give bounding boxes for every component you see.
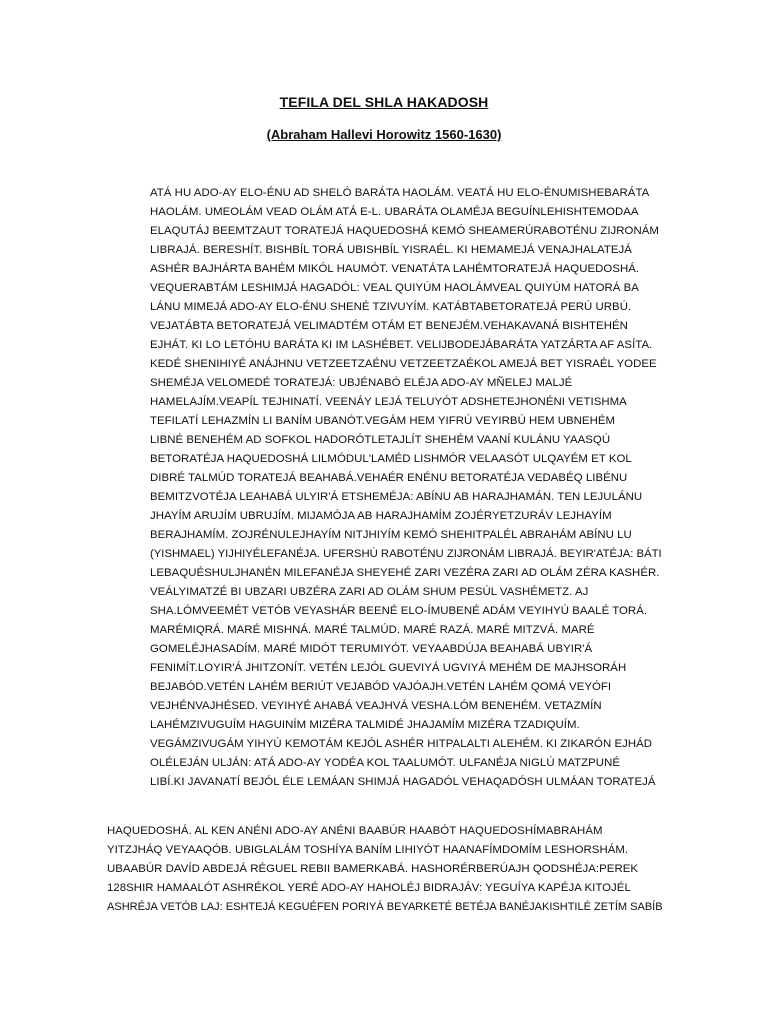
text-line: HAMELAJÍM.VEAPÍL TEJHINATÍ. VEENÁY LEJÁ TELUYÓT ADSHETEJHONÉNI VETISHMA — [150, 396, 627, 408]
text-line: LIBNÉ BENEHÉM AD SOFKOL HADORÓTLETAJLÍT SHEHÉM VAANÍ KULÁNU YAASQÚ — [150, 434, 611, 446]
text-line: BEJABÓD.VETÉN LAHÉM BERIÚT VEJABÓD VAJÓAJH.VETÉN LAHÉM QOMÁ VEYÓFI — [150, 681, 612, 693]
text-line: LIBRAJÁ. BERESHÍT. BISHBÍL TORÁ UBISHBÍL YISRAÉL. KI HEMAMEJÁ VENAJHALATEJÁ — [150, 244, 632, 256]
text-line: VEJHÉNVAJHÉSED. VEYIHYÉ AHABÁ VEAJHVÁ VESHA.LÓM BENEHÉM. VETAZMÍN — [150, 700, 602, 712]
text-line: DIBRÉ TALMÚD TORATEJÁ BEAHABÁ.VEHAÉR ENÉNU BETORATÉJA VEDABÉQ LIBÉNU — [150, 472, 628, 484]
text-line: ELAQUTÁJ BEEMTZAUT TORATEJÁ HAQUEDOSHÁ KEMÓ SHEAMERÚRABOTÉNU ZIJRONÁM — [150, 225, 659, 237]
text-line: SHA.LÓMVEEMÉT VETÓB VEYASHÁR BEENÉ ELO-ÍMUBENÉ ADÁM VEYIHYÚ BAALÉ TORÁ. — [150, 605, 648, 617]
text-line: VEÁLYIMATZÉ BI UBZARI UBZÉRA ZARI AD OLÁM SHUM PESÚL VASHÉMETZ. AJ — [150, 586, 589, 598]
text-line: FENIMÍT.LOYIR'Á JHITZONÍT. VETÉN LEJÓL GUEVIYÁ UGVIYÁ MEHÉM DE MAJHSORÁH — [150, 662, 627, 674]
text-line: HAOLÁM. UMEOLÁM VEAD OLÁM ATÁ E-L. UBARÁTA OLAMÉJA BEGUÍNLEHISHTEMODAA — [150, 206, 639, 218]
text-line: HAQUEDOSHÁ. AL KEN ANÉNI ADO-AY ANÉNI BAABÚR HAABÓT HAQUEDOSHÍMABRAHÁM — [107, 825, 603, 837]
text-line: LEBAQUÉSHULJHANÉN MILEFANÉJA SHEYEHÉ ZARI VEZÉRA ZARI AD OLÁM ZÉRA KASHÉR. — [150, 567, 660, 579]
text-line: TEFILATÍ LEHAZMÍN LI BANÍM UBANÓT.VEGÁM HEM YIFRÚ VEYIRBÚ HEM UBNEHÉM — [150, 415, 616, 427]
text-line: JHAYÍM ARUJÍM UBRUJÍM. MIJAMÓJA AB HARAJHAMÍM ZOJÉRYETZURÁV LEJHAYÍM — [150, 510, 612, 522]
text-line: ASHÉR BAJHÁRTA BAHÉM MIKÓL HAUMÓT. VENATÁTA LAHÉMTORATEJÁ HAQUEDOSHÁ. — [150, 263, 640, 275]
text-line: GOMELÉJHASADÍM. MARÉ MIDÓT TERUMIYÓT. VEYAABDÚJA BEAHABÁ UBYIR'Á — [150, 643, 593, 655]
text-line: KEDÉ SHENIHIYÉ ANÁJHNU VETZEETZAÉNU VETZEETZAÉKOL AMEJÁ BET YISRAÉL YODEE — [150, 358, 657, 370]
document-title: TEFILA DEL SHLA HAKADOSH — [279, 94, 489, 110]
paragraph-1 — [150, 184, 662, 792]
document-subtitle: (Abraham Hallevi Horowitz 1560-1630) — [266, 127, 502, 142]
text-line: EJHÁT. KI LO LETÓHU BARÁTA KI IM LASHÉBET. VELIJBODEJÁBARÁTA YATZÁRTA AF ASÍTA. — [150, 339, 653, 351]
text-line: BETORATÉJA HAQUEDOSHÁ LILMÓDUL'LAMÉD LISHMÓR VELAASÓT ULQAYÉM ET KOL — [150, 453, 632, 465]
text-line: VEGÁMZIVUGÁM YIHYÚ KEMOTÁM KEJÓL ASHÉR HITPALALTI ALEHÉM. KI ZIKARÓN EJHÁD — [150, 738, 653, 750]
paragraph-2 — [107, 822, 663, 917]
text-line: VEQUERABTÁM LESHIMJÁ HAGADÓL: VEAL QUIYÚM HAOLÁMVEAL QUIYÚM HATORÁ BA — [150, 282, 639, 294]
text-line: 128SHIR HAMAALÓT ASHRÉKOL YERÉ ADO-AY HAHOLÉJ BIDRAJÁV: YEGUÍYA KAPÉJA KITOJÉL — [107, 882, 631, 894]
text-line: ASHRÉJA VETÓB LAJ: ESHTEJÁ KEGUÉFEN PORIYÁ BEYARKETÉ BETÉJA BANÉJAKISHTILÉ ZETÍM SABÍB — [107, 901, 663, 913]
text-line: (YISHMAEL) YIJHIYÉLEFANÉJA. UFERSHÚ RABOTÉNU ZIJRONÁM LIBRAJÁ. BEYIR'ATÉJA: BÁTI — [150, 548, 662, 560]
text-line: ATÁ HU ADO-AY ELO-ÉNU AD SHELÓ BARÁTA HAOLÁM. VEATÁ HU ELO-ÉNUMISHEBARÁTA — [150, 187, 650, 199]
text-line: OLÉLEJÁN ULJÁN: ATÁ ADO-AY YODÉA KOL TAALUMÓT. ULFANÉJA NIGLÚ MATZPUNÉ — [150, 757, 621, 769]
text-line: BERAJHAMÍM. ZOJRÉNULEJHAYÍM NITJHIYÍM KEMÓ SHEHITPALÉL ABRAHÁM ABÍNU LU — [150, 529, 632, 541]
text-line: LÁNU MIMEJÁ ADO-AY ELO-ÉNU SHENÉ TZIVUYÍM. KATÁBTABETORATEJÁ PERÚ URBÚ. — [150, 301, 632, 313]
text-line: UBAABÚR DAVÍD ABDEJÁ RÉGUEL REBII BAMERKABÁ. HASHORÉRBERÚAJH QODSHÉJA:PEREK — [107, 863, 639, 875]
text-line: SHEMÉJA VELOMEDÉ TORATEJÁ: UBJÉNABÓ ELÉJA ADO-AY MÑELEJ MALJÉ — [150, 377, 573, 389]
text-line: BEMITZVOTÉJA LEAHABÁ ULYIR'Á ETSHEMÉJA: ABÍNU AB HARAJHAMÁN. TEN LEJULÁNU — [150, 491, 643, 503]
text-line: LAHÉMZIVUGUÍM HAGUINÍM MIZÉRA TALMIDÉ JHAJAMÍM MIZÉRA TZADIQUÍM. — [150, 719, 580, 731]
text-line: LIBÍ.KI JAVANATÍ BEJÓL ÉLE LEMÁAN SHIMJÁ HAGADÓL VEHAQADÓSH ULMÁAN TORATEJÁ — [150, 776, 656, 788]
text-line: MARÉMIQRÁ. MARÉ MISHNÁ. MARÉ TALMÚD. MARÉ RAZÁ. MARÉ MITZVÁ. MARÉ — [150, 624, 595, 636]
text-line: VEJATÁBTA BETORATEJÁ VELIMADTÉM OTÁM ET BENEJÉM.VEHAKAVANÁ BISHTEHÉN — [150, 320, 628, 332]
text-line: YITZJHÁQ VEYAAQÓB. UBIGLALÁM TOSHÍYA BANÍM LIHIYÓT HAANAFÍMDOMÍM LESHORSHÁM. — [107, 844, 629, 856]
